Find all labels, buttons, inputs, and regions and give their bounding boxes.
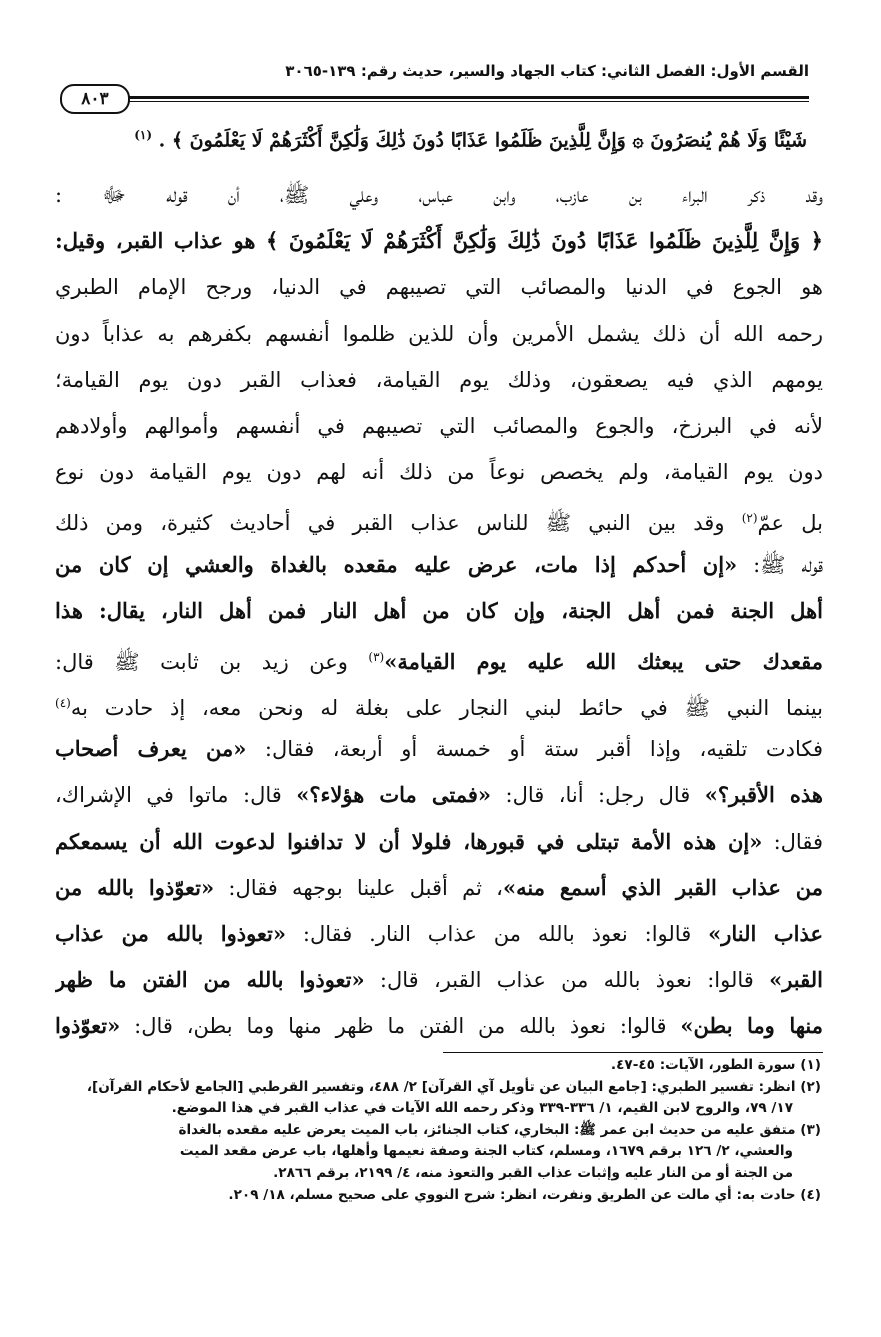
verse-text: شَيْئًا وَلَا هُمْ يُنصَرُونَ ۞ وَإِنَّ لِلَّذِينَ ظَلَمُوا عَذَابًا دُونَ ذَٰلِكَ وَلَٰكِنَّ أَكْثَرَهُمْ لَا يَعْلَمُونَ ﴾ .: [158, 129, 807, 152]
text-line: ﴿ وَإِنَّ لِلَّذِينَ ظَلَمُوا عَذَابًا دُونَ ذَٰلِكَ وَلَٰكِنَّ أَكْثَرَهُمْ لَا يَعْلَمُونَ ﴾ هو عذاب القبر، وقيل:: [55, 228, 823, 254]
hadith-text: «إن أحدكم إذا مات، عرض عليه مقعده بالغداة والعشي إن كان من: [55, 551, 738, 577]
footnote-ref: (٤): [55, 696, 71, 711]
footnote-separator: [443, 1052, 823, 1053]
text-line: يومهم الذي فيه يصعقون، وذلك يوم القيامة، فعذاب القبر دون يوم القيامة؛: [55, 367, 823, 392]
text-line: رحمه الله أن ذلك يشمل الأمرين وأن للذين ظلموا أنفسهم بكفرهم به عذاباً دون: [55, 321, 823, 346]
page-number: ٨٠٣: [60, 84, 130, 114]
footnote-ref: (١): [134, 128, 153, 142]
footnote-ref: (٢): [741, 511, 758, 526]
footnote: (٢) انظر: تفسير الطبري: [جامع البيان عن تأويل آي القرآن] ٢/ ٤٨٨، وتفسير القرطبي [الجامع لأحكام القرآن]، ١٧/ ٧٩، والروح لابن القيم، ١/ ٣٣٦-٣٣٩ وذكر رحمه الله الآيات في عذاب القبر في هذا الموضع.: [86, 1078, 821, 1117]
main-text: [55, 172, 823, 1050]
text-line: دون يوم القيامة، ولم يخصص نوعاً من ذلك أنه لهم دون يوم القيامة دون نوع: [55, 460, 823, 485]
text-line: من عذاب القبر الذي أسمع منه»، ثم أقبل علينا بوجهه فقال: «تعوّذوا بالله من: [55, 874, 823, 900]
text-line: قوله ﷺ: «إن أحدكم إذا مات، عرض عليه مقعده بالغداة والعشي إن كان من: [55, 551, 823, 577]
text-line: هو الجوع في الدنيا والمصائب التي تصيبهم في الدنيا، ورجح الإمام الطبري: [55, 275, 823, 300]
running-head: القسم الأول: الفصل الثاني: كتاب الجهاد والسير، حديث رقم: ١٣٩-٣٠٦٥: [285, 62, 809, 80]
text-line: منها وما بطن» قالوا: نعوذ بالله من الفتن ما ظهر منها وما بطن، قال: «تعوّذوا: [55, 1013, 823, 1039]
text-line: بل عمّ$^{(٢)}$ وقد بين النبي ﷺ للناس عذاب القبر في أحاديث كثيرة، ومن ذلك: [55, 511, 823, 536]
header-rule-thin: [128, 101, 809, 102]
footnote: (٤) حادت به: أي مالت عن الطريق ونفرت، انظر: شرح النووي على صحيح مسلم، ١٨/ ٢٠٩.: [228, 1186, 821, 1203]
text-line: القبر» قالوا: نعوذ بالله من عذاب القبر، قال: «تعوذوا بالله من الفتن ما ظهر: [55, 967, 823, 993]
header-rule: [128, 96, 809, 99]
text-line: بينما النبي ﷺ في حائط لبني النجار على بغلة له ونحن معه، إذ حادت به$^{(٤)}$: [55, 696, 823, 721]
text-line: هذه الأقبر؟» قال رجل: أنا، قال: «فمتى مات هؤلاء؟» قال: ماتوا في الإشراك،: [55, 782, 823, 808]
text-line: وقد ذكر البراء بن عازب، وابن عباس، وعلي ﷺ، أن قوله ﷻ :: [55, 183, 823, 207]
hadith-text: أهل الجنة فمن أهل الجنة، وإن كان من أهل النار فمن أهل النار، يقال: هذا: [55, 597, 823, 623]
quran-verse-line: [55, 118, 807, 157]
text-line: لأنه في البرزخ، والجوع والمصائب التي تصيبهم في أنفسهم وأموالهم وأولادهم: [55, 413, 823, 438]
text-line: فقال: «إن هذه الأمة تبتلى في قبورها، فلولا أن لا تدافنوا لدعوت الله أن يسمعكم: [55, 828, 823, 854]
footnotes: [55, 1055, 821, 1206]
footnote-ref: (٣): [368, 649, 385, 664]
text-line: فكادت تلقيه، وإذا أقبر ستة أو خمسة أو أربعة، فقال: «من يعرف أصحاب: [55, 736, 823, 762]
footnote: (٣) متفق عليه من حديث ابن عمر ﷺ: البخاري، كتاب الجنائز، باب الميت يعرض عليه مقعده بالغداة والعشي، ٢/ ١٢٦ برقم ١٦٧٩، ومسلم، كتاب الجنة وصفة نعيمها وأهلها، باب عرض مقعد الميت من الجنة أو من النار عليه وإثبات عذاب القبر والتعوذ منه، ٤/ ٢١٩٩، برقم ٢٨٦٦.: [178, 1121, 821, 1181]
text-line: مقعدك حتى يبعثك الله عليه يوم القيامة»$^{(٣)}$ وعن زيد بن ثابت ﷺ قال:: [55, 648, 823, 674]
text-line: عذاب النار» قالوا: نعوذ بالله من عذاب النار. فقال: «تعوذوا بالله من عذاب: [55, 921, 823, 946]
footnote: (١) سورة الطور، الآيات: ٤٥-٤٧.: [610, 1057, 821, 1073]
